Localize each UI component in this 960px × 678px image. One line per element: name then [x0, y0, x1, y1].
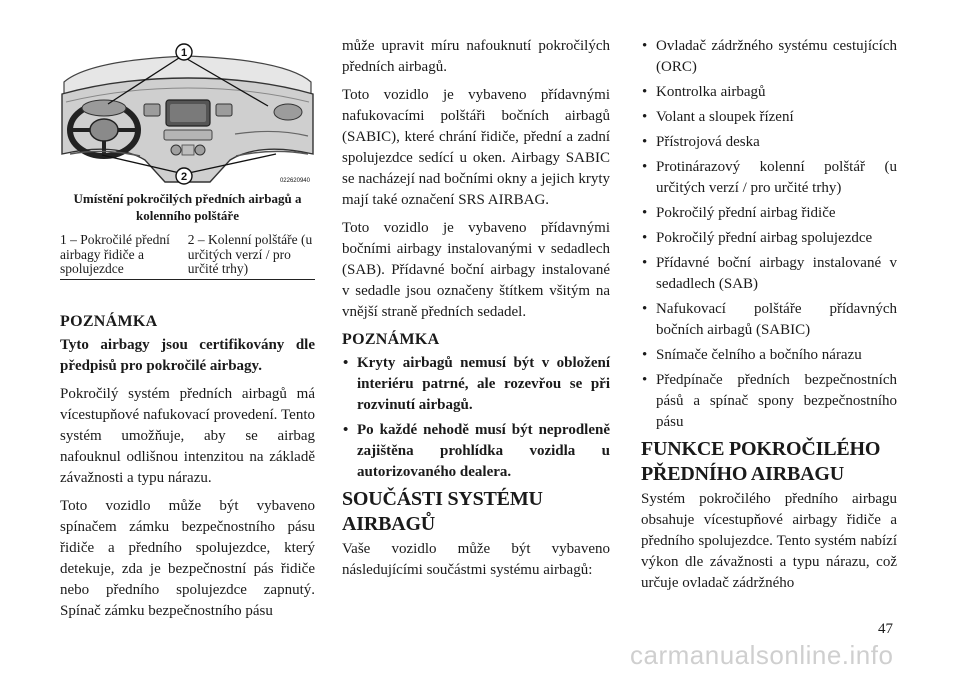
list-item: • Pokročilý přední airbag řidiče	[641, 203, 897, 224]
column-2	[342, 36, 610, 588]
paragraph: Toto vozidlo je vybaveno přídavnými nafukovacími polštáři bočních airbagů (SABIC), které chrání řidiče, přední a zadní spolujezdce sedící u oken. Airbagy SABIC se nacházejí nad bočními okny a jejich kryty mají také označení SRS AIRBAG.	[342, 87, 610, 208]
callout-1-label: 1	[180, 47, 188, 59]
list-item: • Kryty airbagů nemusí být v obložení interiéru patrné, ale rozevřou se při rozvinutí airbagů.	[342, 353, 610, 416]
list-item: • Přístrojová deska	[641, 132, 897, 153]
section-heading: SOUČÁSTI SYSTÉMU AIRBAGŮ	[342, 488, 543, 535]
list-item: • Předpínače předních bezpečnostních pásů a spínač spony bezpečnostního pásu	[641, 370, 897, 433]
list-item: • Kontrolka airbagů	[641, 82, 897, 103]
page-number: 47	[878, 621, 893, 637]
paragraph: Systém pokročilého předního airbagu obsahuje vícestupňové airbagy řidiče a předního spolujezdce. Tento systém nabízí výkon dle závažnosti a typu nárazu, což určuje ovladač zádržného	[641, 491, 897, 591]
dashboard-illustration	[60, 42, 315, 187]
list-item: • Volant a sloupek řízení	[641, 107, 897, 128]
list-item: • Protinárazový kolenní polštář (u určitých verzí / pro určité trhy)	[641, 157, 897, 199]
list-item: • Ovladač zádržného systému cestujících (ORC)	[641, 36, 897, 78]
figure-code: 022620940	[279, 178, 310, 184]
paragraph: může upravit míru nafouknutí pokročilých předních airbagů.	[342, 38, 610, 75]
dashboard-figure	[60, 42, 315, 187]
column-1	[60, 312, 315, 629]
component-list	[641, 36, 897, 433]
list-item: • Snímače čelního a bočního nárazu	[641, 345, 897, 366]
paragraph: Toto vozidlo může být vybaveno spínačem zámku bezpečnostního pásu řidiče a předního spolujezdce, který detekuje, zda je bezpečnostní pás řidiče nebo předního spolujezdce zapnutý. Spínač zámku bezpečnostního pásu	[60, 498, 315, 619]
legend-item-2: 2 – Kolenní polštáře (u určitých verzí / pro určité trhy)	[187, 232, 313, 276]
list-item: • Nafukovací polštáře přídavných bočních airbagů (SABIC)	[641, 299, 897, 341]
callout-2-label: 2	[180, 171, 188, 183]
list-item: • Pokročilý přední airbag spolujezdce	[641, 228, 897, 249]
figure-caption: Umístění pokročilých předních airbagů a kolenního polštáře	[73, 191, 302, 223]
note-heading: POZNÁMKA	[60, 313, 158, 330]
paragraph: Vaše vozidlo může být vybaveno následujícími součástmi systému airbagů:	[342, 541, 610, 578]
note-heading: POZNÁMKA	[342, 331, 440, 348]
list-item: • Po každé nehodě musí být neprodleně zajištěna prohlídka vozidla u autorizovaného dealera.	[342, 420, 610, 483]
watermark-text: carmanualsonline.info	[630, 640, 894, 670]
figure-legend	[60, 233, 315, 280]
paragraph: Toto vozidlo je vybaveno přídavnými bočními airbagy instalovanými v sedadlech (SAB). Přídavné boční airbagy instalované v sedadle jsou označeny štítkem všitým na vnější straně předních sedadel.	[342, 220, 610, 320]
list-item: • Přídavné boční airbagy instalované v sedadlech (SAB)	[641, 253, 897, 295]
column-3	[641, 36, 897, 601]
note-list	[342, 353, 610, 483]
legend-item-1: 1 – Pokročilé přední airbagy řidiče a spolujezdce	[60, 232, 170, 276]
paragraph: Pokročilý systém předních airbagů má vícestupňové nafukovací provedení. Tento systém umožňuje, aby se airbag nafouknul odlišnou intenzitou na základě závažnosti a typu nárazu.	[60, 386, 315, 486]
section-heading: FUNKCE POKROČILÉHO PŘEDNÍHO AIRBAGU	[641, 438, 881, 485]
note-bold-text: Tyto airbagy jsou certifikovány dle předpisů pro pokročilé airbagy.	[60, 337, 315, 374]
